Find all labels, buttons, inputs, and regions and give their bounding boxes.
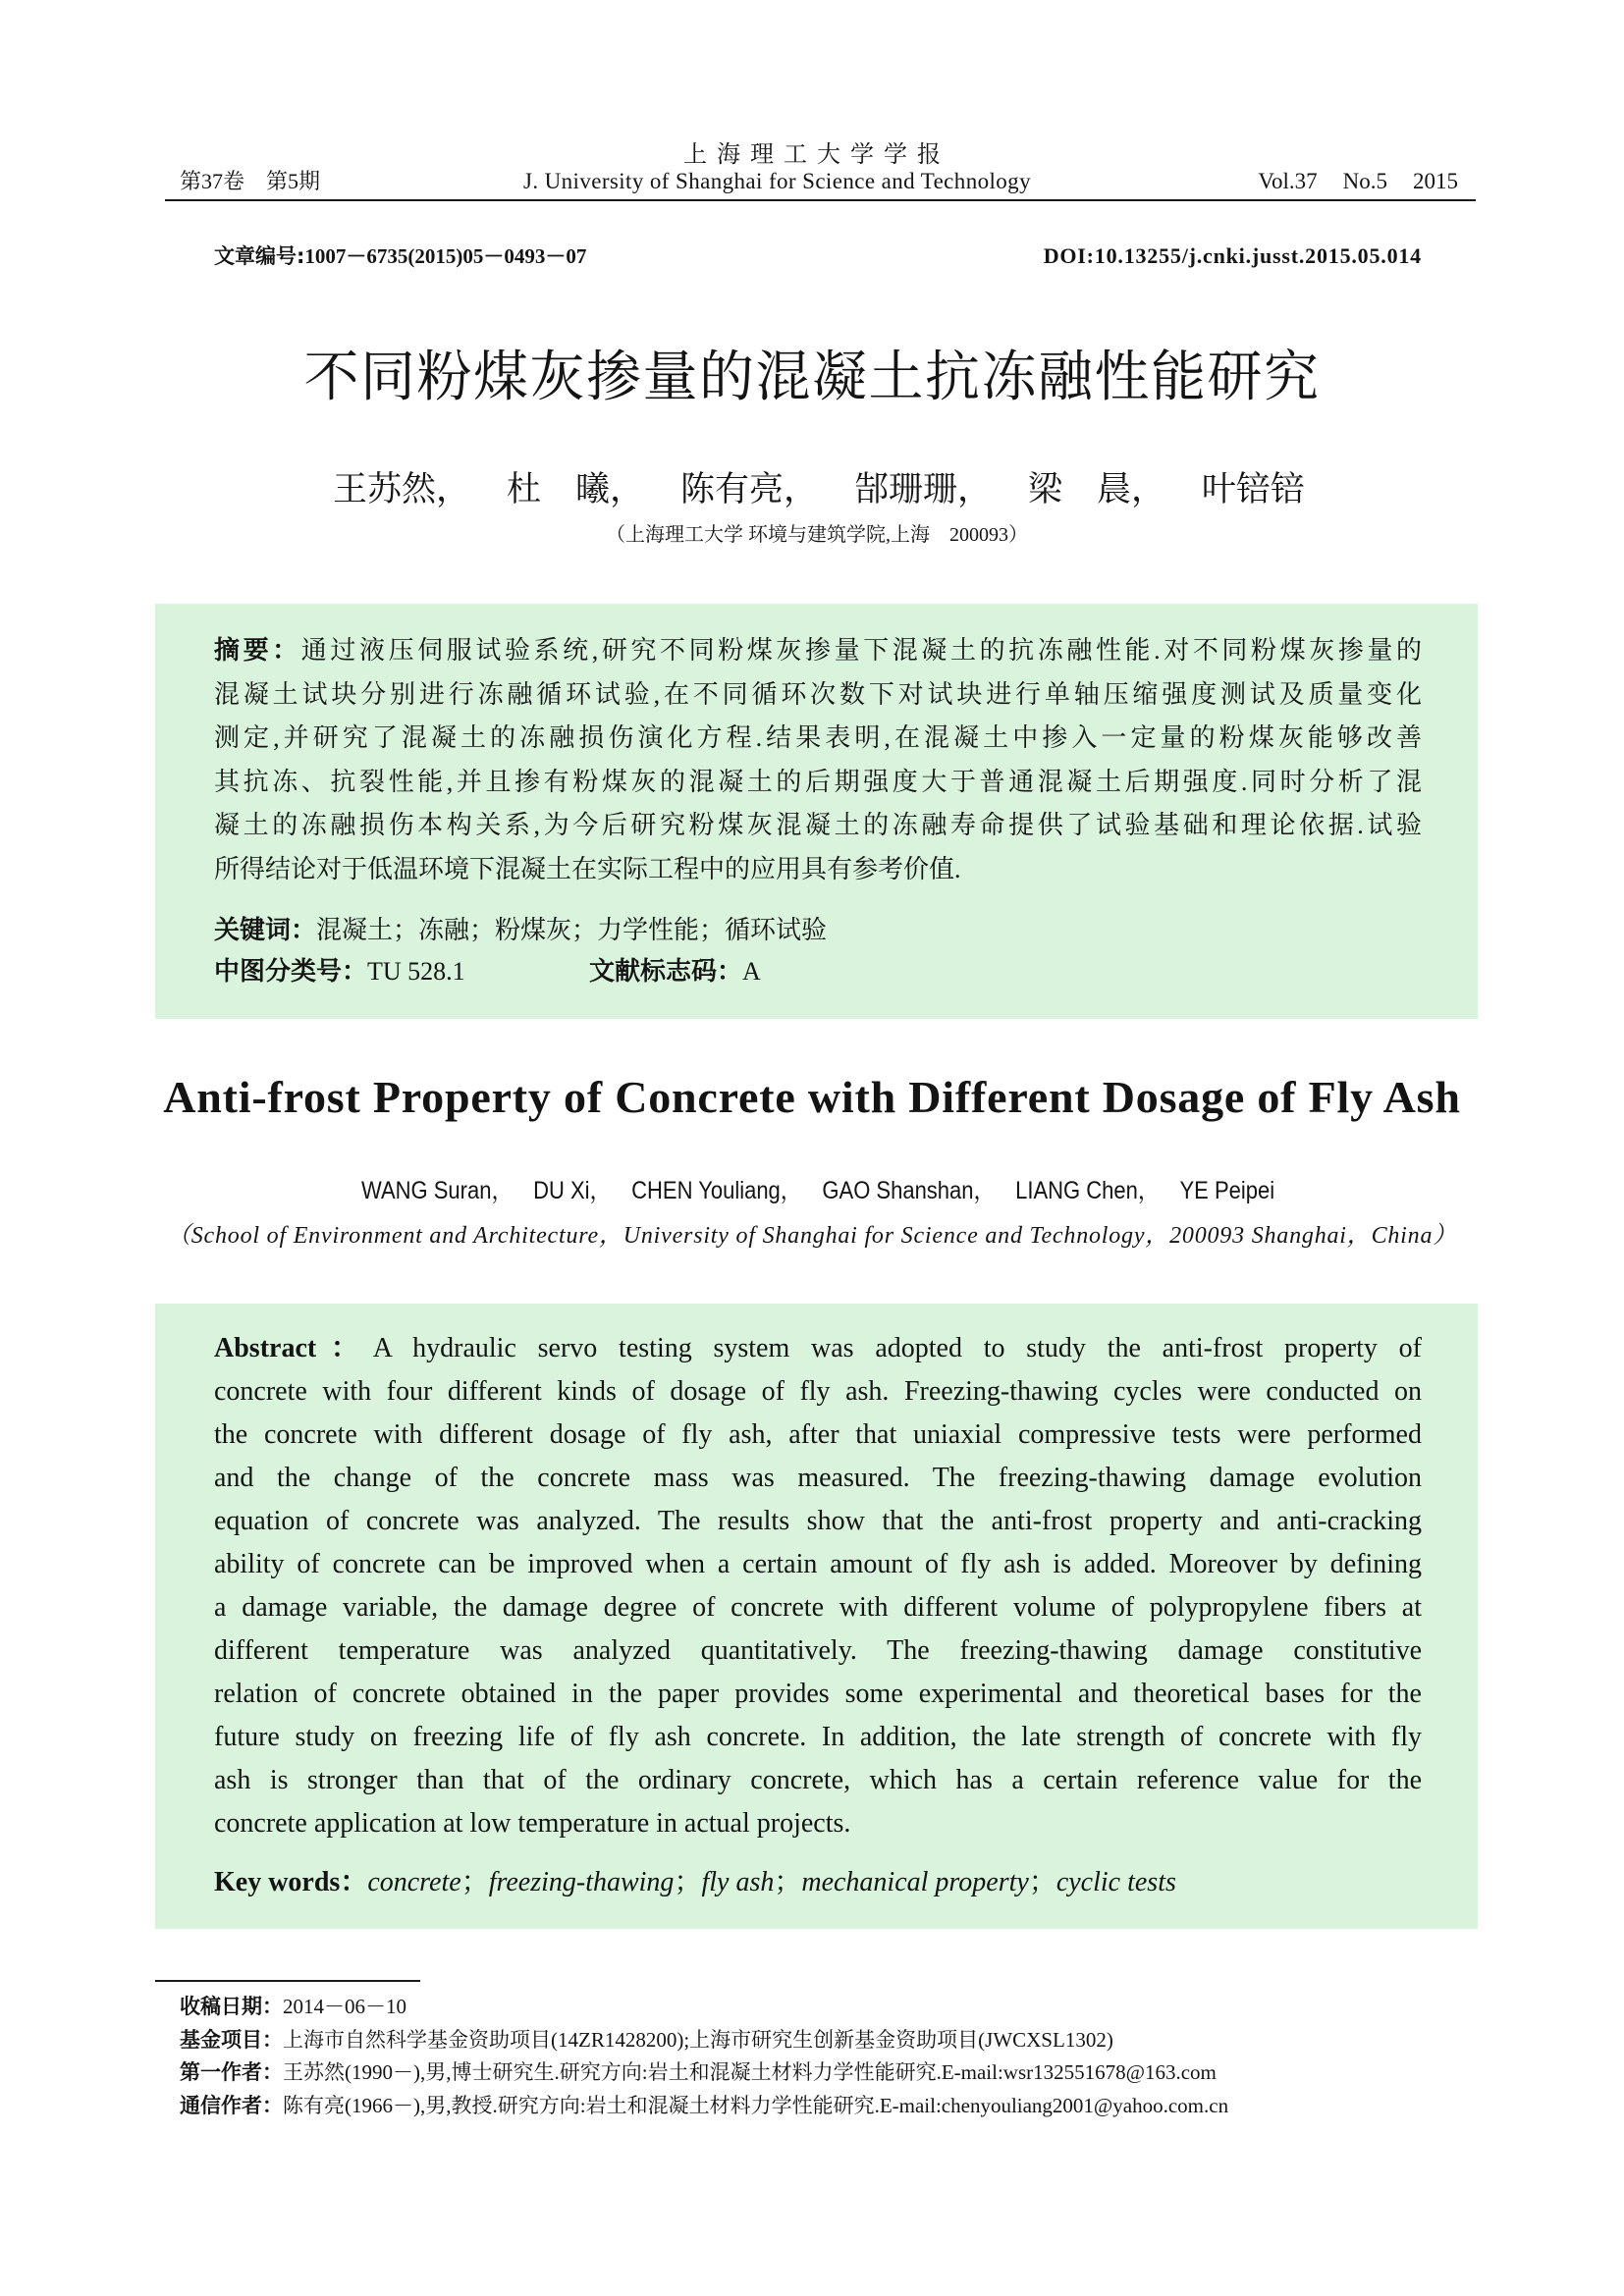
article-number-label: 文章编号: [214,244,305,268]
author-cn: 陈有亮， [679,470,818,508]
abstract-en-line: concrete application at low temperature in actual projects. [214,1808,851,1839]
keyword-separator: ； [460,1867,489,1897]
authors-en [361,1176,1274,1205]
authors-en-wrapper [361,1176,1274,1205]
footnote-label: 通信作者： [180,2093,283,2117]
keyword-en: mechanical property [801,1867,1029,1897]
year: 2015 [1413,169,1458,193]
keyword-en: fly ash [701,1867,775,1897]
doi: DOI:10.13255/j.cnki.jusst.2015.05.014 [1043,243,1422,268]
keyword-separator: ； [674,1867,702,1897]
volume: Vol.37 [1258,169,1318,193]
abstract-en-line: and the change of the concrete mass was measured. The freezing-thawing damage evolution [214,1463,1422,1493]
keyword-separator: ； [1028,1867,1056,1897]
footnote-rule [155,1980,420,1982]
affiliation-en: （School of Environment and Architecture，University of Shanghai for Science and Technology，200093 Shanghai，China） [166,1223,1458,1249]
document-code-value: A [742,957,761,986]
author-cn: 王苏然， [333,470,471,508]
clc-value: TU 528.1 [367,957,465,986]
footnote-label: 第一作者： [180,2060,283,2084]
clc-label: 中图分类号： [214,957,368,987]
abstract-cn-line: 所得结论对于低温环境下混凝土在实际工程中的应用具有参考价值. [214,854,961,883]
footnote-received-date [180,1991,1228,2024]
page-title-en: Anti-frost Property of Concrete with Different Dosage of Fly Ash [163,1072,1461,1122]
abstract-en-line: concrete with four different kinds of dosage of fly ash. Freezing-thawing cycles were conducted on [214,1376,1422,1407]
author-cn: 梁 晨， [1027,470,1165,508]
footnote-corresponding-author [180,2090,1228,2123]
author-en: WANG Suran， [361,1177,514,1204]
article-number [214,243,586,269]
author-en: LIANG Chen， [1015,1177,1160,1204]
abstract-cn-line: 其抗冻、抗裂性能,并且掺有粉煤灰的混凝土的后期强度大于普通混凝土后期强度.同时分析了混 [214,767,1422,796]
abstract-en-label: Abstract： [214,1333,373,1363]
author-cn: 郜珊珊， [853,470,992,508]
clc-number [214,950,465,993]
abstract-cn [214,629,1422,891]
abstract-en-line: ash is stronger than that of the ordinary concrete, which has a certain reference value for the [214,1765,1422,1795]
keywords-cn-value: 混凝土；冻融；粉煤灰；力学性能；循环试验 [316,916,828,944]
abstract-en-line: a damage variable, the damage degree of concrete with different volume of polypropylene fibers at [214,1592,1422,1623]
keyword-en: concrete [367,1867,461,1897]
article-number-value: 1007－6735(2015)05－0493－07 [304,244,587,268]
abstract-en-line: Abstract：A hydraulic servo testing system was adopted to study the anti-frost property of [214,1333,1422,1363]
abstract-cn-line: 摘要：通过液压伺服试验系统,研究不同粉煤灰掺量下混凝土的抗冻融性能.对不同粉煤灰掺量的 [214,636,1422,666]
abstract-en-line: different temperature was analyzed quantitatively. The freezing-thawing damage constitutive [214,1635,1422,1666]
abstract-en-line: the concrete with different dosage of fly ash, after that uniaxial compressive tests were performed [214,1419,1422,1450]
footnote-label: 基金项目： [180,2027,283,2052]
abstract-en-line: relation of concrete obtained in the paper provides some experimental and theoretical bases for the [214,1679,1422,1709]
keyword-en: cyclic tests [1056,1867,1176,1897]
author-en: YE Peipei [1179,1177,1275,1204]
footnote-first-author [180,2056,1228,2090]
issue-number: No.5 [1342,169,1387,193]
volume-issue-cn: 第37卷 第5期 [180,169,321,193]
abstract-cn-line: 凝土的冻融损伤本构关系,为今后研究粉煤灰混凝土的冻融寿命提供了试验基础和理论依据.试验 [214,811,1422,839]
footnote-text: 陈有亮(1966－),男,教授.研究方向:岩土和混凝土材料力学性能研究.E-mail:chenyouliang2001@yahoo.com.cn [283,2093,1229,2117]
footnotes [180,1991,1228,2122]
affiliation-cn: （上海理工大学 环境与建筑学院,上海 200093） [606,524,1028,546]
abstract-en-line: ability of concrete can be improved when a certain amount of fly ash is added. Moreover by defining [214,1549,1422,1579]
footnote-text: 王苏然(1990－),男,博士研究生.研究方向:岩土和混凝土材料力学性能研究.E-mail:wsr132551678@163.com [283,2060,1217,2084]
keywords-en [214,1861,1176,1904]
abstract-en-line: equation of concrete was analyzed. The results show that the anti-frost property and anti-cracking [214,1506,1422,1536]
keyword-en: freezing-thawing [488,1867,675,1897]
author-cn: 杜 曦， [506,470,644,508]
header-rule [165,199,1476,201]
footnote-funding [180,2024,1228,2057]
author-en: DU Xi， [533,1177,612,1204]
document-code [589,950,761,993]
author-cn: 叶锫锫 [1201,470,1305,508]
abstract-en [214,1327,1422,1845]
keywords-en-label: Key words： [214,1867,368,1897]
abstract-cn-line: 测定,并研究了混凝土的冻融损伤演化方程.结果表明,在混凝土中掺入一定量的粉煤灰能够改善 [214,723,1422,752]
document-code-label: 文献标志码： [589,957,743,987]
footnote-text: 2014－06－10 [283,1995,406,2018]
journal-name-cn: 上海理工大学学报 [683,142,950,168]
keyword-separator: ； [774,1867,802,1897]
authors-cn [333,470,1305,509]
page-title-cn: 不同粉煤灰掺量的混凝土抗冻融性能研究 [303,346,1321,409]
volume-number-year [1258,169,1458,194]
author-en: CHEN Youliang， [631,1177,802,1204]
abstract-en-line: future study on freezing life of fly ash concrete. In addition, the late strength of concrete with fly [214,1722,1422,1752]
footnote-text: 上海市自然科学基金资助项目(14ZR1428200);上海市研究生创新基金资助项目(JWCXSL1302) [283,2027,1113,2052]
abstract-cn-label: 摘要： [214,636,301,666]
abstract-cn-line: 混凝土试块分别进行冻融循环试验,在不同循环次数下对试块进行单轴压缩强度测试及质量变化 [214,679,1422,709]
footnote-label: 收稿日期： [180,1995,283,2018]
author-en: GAO Shanshan， [822,1177,996,1204]
journal-name-en: J. University of Shanghai for Science and Technology [523,169,1031,193]
keywords-cn [214,909,827,952]
keywords-cn-label: 关键词： [214,916,317,945]
